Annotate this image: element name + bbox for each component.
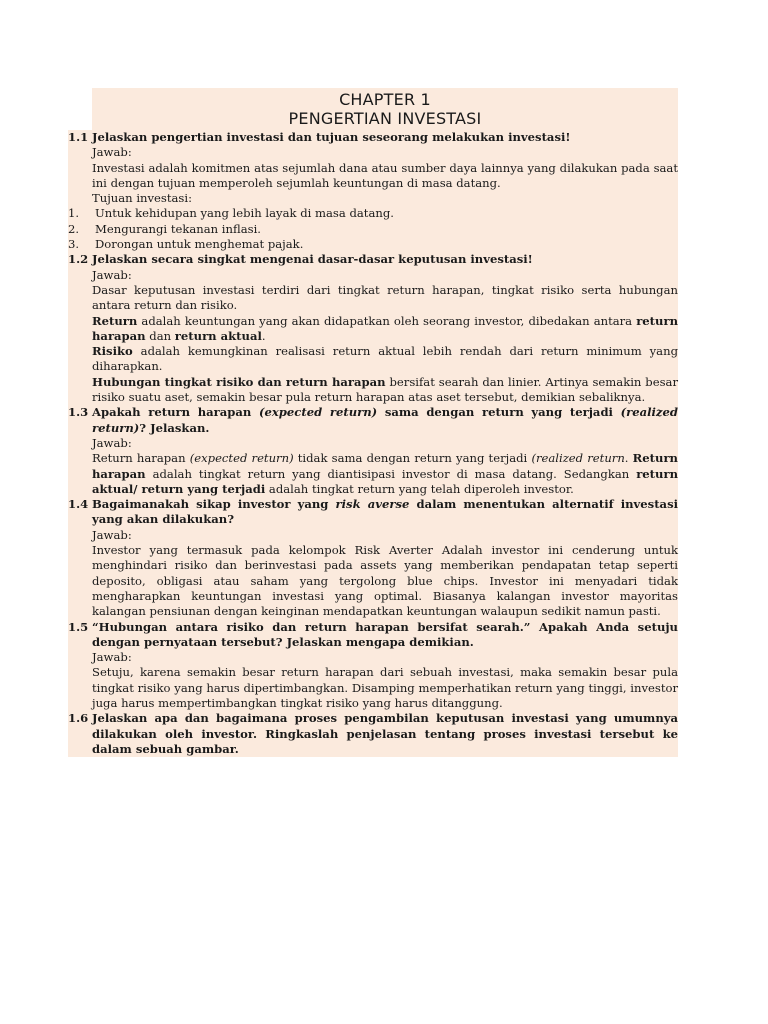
answer-paragraph: Hubungan tingkat risiko dan return harapan bersifat searah dan linier. Artinya semakin besar risiko suatu aset, semakin besar pula return harapan atas aset tersebut, demikian sebaliknya. (92, 374, 678, 405)
question-text: Jelaskan apa dan bagaimana proses pengambilan keputusan investasi yang umumnya dilakukan oleh investor. Ringkaslah penjelasan tentang proses investasi tersebut ke dalam sebuah gambar. (92, 711, 678, 756)
question-text: Bagaimanakah sikap investor yang risk averse dalam menentukan alternatif investasi yang akan dilakukan? (92, 497, 678, 527)
answer-paragraph: Return adalah keuntungan yang akan didapatkan oleh seorang investor, dibedakan antara return harapan dan return aktual. (92, 313, 678, 343)
answer-paragraph: Risiko adalah kemungkinan realisasi return aktual lebih rendah dari return minimum yang diharapkan. (92, 344, 678, 374)
answer-text: Setuju, karena semakin besar return harapan dari sebuah investasi, maka semakin besar pula tingkat risiko yang harus dipertimbangkan. Disamping memperhatikan return yang tinggi, investor juga harus mempertimbangkan tingkat risiko yang harus ditanggung. (92, 665, 678, 710)
document-page (68, 88, 678, 757)
document-body (68, 130, 678, 757)
answer-text: Investor yang termasuk pada kelompok Risk Averter Adalah investor ini cenderung untuk menghindari risiko dan berinvestasi pada assets yang memberikan pendapatan tetap seperti deposito, obligasi atau saham yang tergolong blue chips. Investor ini menyadari tidak mengharapkan keuntungan investasi yang optimal. Biasanya kalangan investor mayoritas kalangan pensiunan dengan keinginan mendapatkan keuntungan walaupun sedikit namun pasti. (92, 543, 678, 619)
answer-paragraph: Return harapan (expected return) tidak sama dengan return yang terjadi (realized return. Return harapan adalah tingkat return yang diantisipasi investor di masa datang. Sedangkan return aktual/ return yang terjadi adalah tingkat return yang telah diperoleh investor. (92, 451, 678, 496)
question-text: Jelaskan secara singkat mengenai dasar-dasar keputusan investasi! (92, 252, 533, 267)
jawab-label: Jawab: (92, 267, 132, 282)
chapter-subtitle: PENGERTIAN INVESTASI (288, 109, 482, 128)
list-item: 2. Mengurangi tekanan inflasi. (68, 221, 261, 236)
title-block (92, 88, 678, 130)
question-1-3 (68, 405, 678, 436)
question-number: 1.3 (68, 405, 89, 420)
jawab-label: Jawab: (92, 145, 132, 160)
question-number: 1.5 (68, 619, 89, 634)
jawab-label: Jawab: (92, 650, 132, 665)
question-1-4 (68, 497, 678, 528)
question-number: 1.1 (68, 130, 89, 144)
question-1-6 (68, 711, 678, 757)
question-text: Apakah return harapan (expected return) sama dengan return yang terjadi (realized return)? Jelaskan. (92, 405, 678, 435)
list-item: 1. Untuk kehidupan yang lebih layak di masa datang. (68, 206, 394, 221)
answer-paragraph: Dasar keputusan investasi terdiri dari tingkat return harapan, tingkat risiko serta hubungan antara return dan risiko. (92, 282, 678, 313)
list-item: 3. Dorongan untuk menghemat pajak. (68, 237, 304, 252)
question-1-5 (68, 620, 678, 651)
question-text: Jelaskan pengertian investasi dan tujuan seseorang melakukan investasi! (92, 130, 571, 144)
answer-text: Investasi adalah komitmen atas sejumlah dana atau sumber daya lainnya yang dilakukan pada saat ini dengan tujuan memperoleh sejumlah keuntungan di masa datang. (92, 160, 678, 190)
jawab-label: Jawab: (92, 527, 132, 542)
question-1-2 (68, 252, 678, 267)
question-number: 1.4 (68, 497, 89, 512)
question-number: 1.2 (68, 252, 89, 267)
question-text: “Hubungan antara risiko dan return harapan bersifat searah.” Apakah Anda setuju dengan pernyataan tersebut? Jelaskan mengapa demikian. (92, 619, 678, 649)
question-1-1 (68, 130, 678, 145)
tujuan-label: Tujuan investasi: (92, 191, 192, 206)
question-number: 1.6 (68, 711, 89, 726)
chapter-title: CHAPTER 1 (339, 90, 431, 109)
jawab-label: Jawab: (92, 435, 132, 450)
